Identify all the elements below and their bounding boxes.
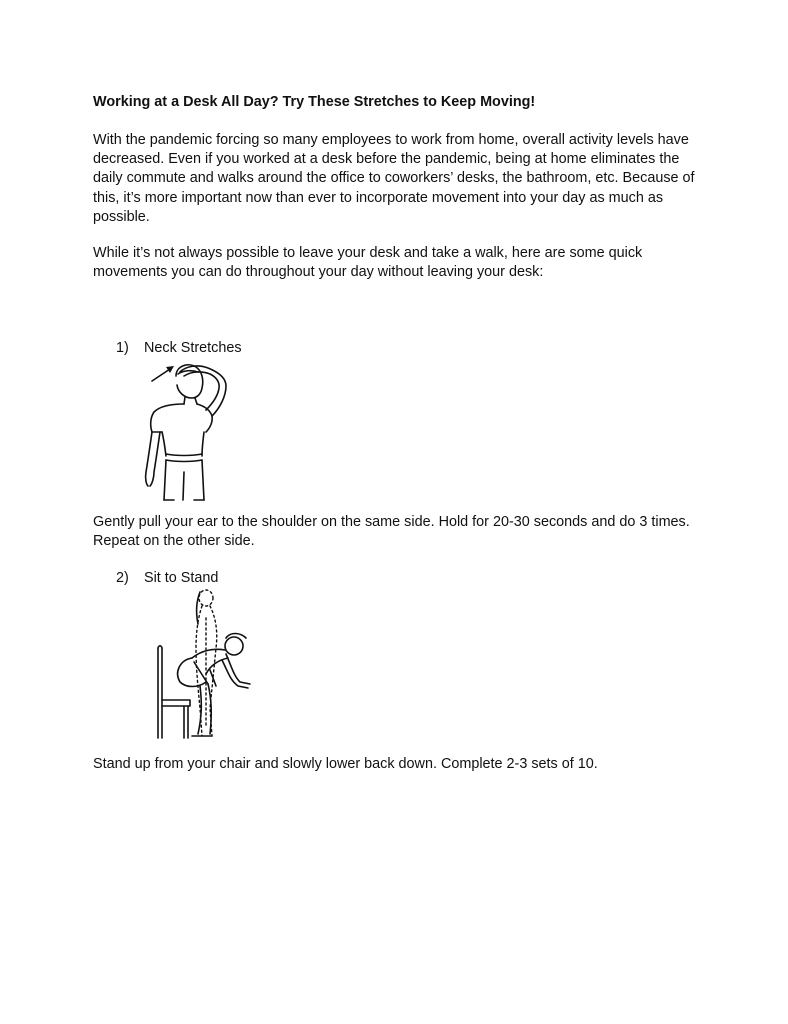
- list-number: 2): [116, 570, 129, 586]
- intro-paragraph: [93, 131, 703, 227]
- description-line: Gently pull your ear to the shoulder on the same side. Hold for 20-30 seconds and do 3 times.: [93, 514, 690, 530]
- sit-to-stand-description: [93, 755, 703, 774]
- list-number: 1): [116, 340, 129, 356]
- intro-line: decreased. Even if you worked at a desk before the pandemic, being at home eliminates the: [93, 151, 680, 168]
- lead-line: movements you can do throughout your day without leaving your desk:: [93, 264, 544, 281]
- list-item-neck-stretches: [116, 339, 242, 358]
- list-label: Neck Stretches: [144, 340, 242, 356]
- lead-line: While it’s not always possible to leave your desk and take a walk, here are some quick: [93, 245, 643, 261]
- description-line: Repeat on the other side.: [93, 533, 255, 550]
- intro-line: possible.: [93, 208, 150, 225]
- list-label: Sit to Stand: [144, 570, 219, 586]
- lead-paragraph: [93, 244, 703, 282]
- document-title: Working at a Desk All Day? Try These Stretches to Keep Moving!: [93, 94, 536, 110]
- sit-to-stand-figure: [150, 588, 260, 743]
- intro-line: daily commute and walks around the office to coworkers’ desks, the bathroom, etc. Because of: [93, 170, 695, 187]
- intro-line: this, it’s more important now than ever to incorporate movement into your day as much as: [93, 189, 664, 206]
- neck-stretch-description: [93, 513, 703, 551]
- list-item-sit-to-stand: [116, 569, 218, 588]
- description-line: Stand up from your chair and slowly lower back down. Complete 2-3 sets of 10.: [93, 756, 598, 772]
- neck-stretch-figure: [140, 360, 240, 510]
- intro-line: With the pandemic forcing so many employees to work from home, overall activity levels have: [93, 132, 689, 148]
